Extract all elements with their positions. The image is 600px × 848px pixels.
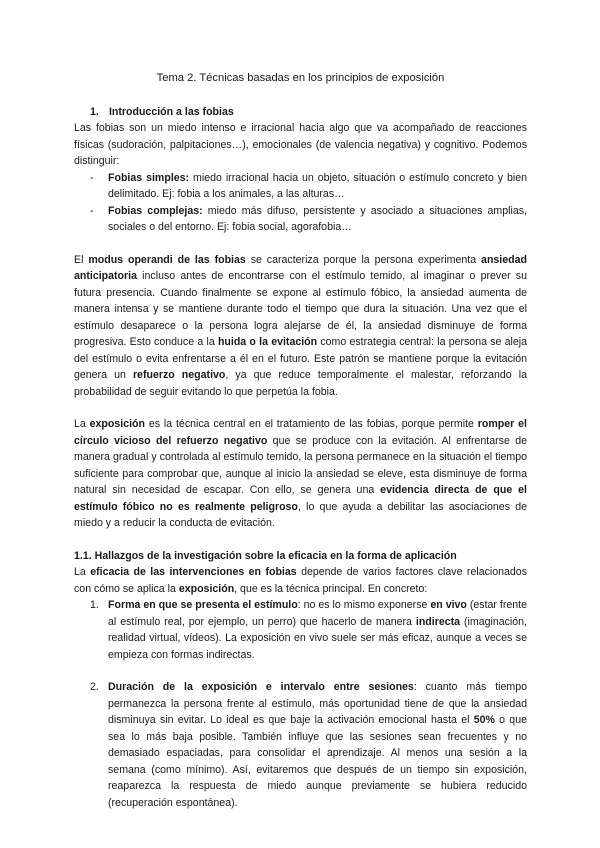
text-run: , lo que ayuda a debilitar las asociaciones de miedo y a reducir la conducta de evitación.: [74, 500, 527, 529]
bold-term: exposición: [178, 582, 235, 595]
bold-term: refuerzo negativo: [132, 369, 226, 381]
bold-term: romper el círculo vicioso del refuerzo negativo: [74, 418, 527, 447]
list-item-stimulus-presentation: [74, 597, 527, 663]
text-run: que se produce con la evitación. Al enfrentarse de manera gradual y controlada al estímulo temido, la persona permanece en la situación el tiempo suficiente para comprobar que, aunque al inicio la ansiedad se eleve, esta disminuye de forma natural sin necesidad de escapar. Con ello, se genera una: [74, 434, 527, 496]
exposure-paragraph: [74, 416, 527, 532]
list-dash: -: [90, 171, 94, 184]
bold-term: Forma en que se presenta el estímulo: [108, 599, 298, 611]
text-run: : no es lo mismo exponerse: [297, 599, 431, 611]
text-run: o que sea lo más baja posible. También influye que las sesiones sean frecuentes y no demasiado espaciadas, para consolidar el aprendizaje. Al menos una sesión a la semana (como mínimo). Así, evitaremos que después de un tiempo sin exposición, reaparezca la respuesta de miedo aunque previamente se hubiera reducido (recuperación espontánea).: [108, 714, 527, 809]
text-run: , que es la técnica principal. En concreto:: [234, 582, 428, 595]
text-run: , ya que reduce temporalmente el malestar, reforzando la probabilidad de seguir evitando lo que perpetúa la fobia.: [74, 369, 527, 398]
document-page: [74, 70, 527, 811]
list-item-simple-phobias: [74, 170, 527, 203]
text-run: El: [74, 253, 89, 266]
text-run: La: [74, 418, 90, 430]
section-number: 1.: [90, 105, 99, 118]
list-dash: -: [90, 204, 94, 217]
text-run: (estar frente al estímulo real, por ejemplo, un perro) que hacerlo de manera: [108, 599, 527, 628]
efficacy-factors-list-continued: [74, 679, 527, 811]
bold-term: ansiedad anticipatoria: [74, 253, 527, 282]
bold-term: indirecta: [415, 615, 461, 628]
modus-operandi-paragraph: [74, 252, 527, 401]
text-run: se caracteriza porque la persona experimenta: [245, 253, 482, 266]
list-number: 2.: [90, 681, 99, 693]
bold-term: evidencia directa de que el estímulo fóbico no es realmente peligroso: [74, 484, 527, 513]
bold-term: modus operandi de las fobias: [88, 253, 246, 266]
text-run: depende de varios factores clave relacionados con cómo se aplica la: [74, 566, 527, 595]
efficacy-intro-paragraph: [74, 564, 527, 597]
list-number: 1.: [90, 599, 99, 611]
list-item-complex-phobias: [74, 203, 527, 236]
term-simple-phobias: Fobias simples:: [108, 171, 190, 184]
text-run: como estrategia central: la persona se aleja del estímulo o evita enfrentarse a él en el futuro. Este patrón se mantiene porque la evitación genera un: [74, 336, 528, 381]
bold-term: huida o la evitación: [217, 336, 318, 348]
phobia-types-list: [74, 170, 527, 236]
bold-term: en vivo: [430, 599, 467, 611]
intro-paragraph: Las fobias son un miedo intenso e irracional hacia algo que va acompañado de reacciones físicas (sudoración, palpitaciones…), emocionales (de valencia negativa) y cognitivo. Podemos distinguir:: [74, 122, 527, 167]
definition-simple-phobias: miedo irracional hacia un objeto, situación o estímulo concreto y bien delimitado. Ej: fobia a los animales, a las alturas…: [108, 171, 527, 200]
document-title: Tema 2. Técnicas basadas en los principios de exposición: [156, 72, 445, 84]
definition-complex-phobias: miedo más difuso, persistente y asociado a situaciones amplias, sociales o del entorno. Ej: fobia social, agorafobia…: [108, 204, 527, 233]
list-item-exposure-duration: [74, 679, 527, 811]
efficacy-factors-list: [74, 597, 527, 663]
section-heading-introduction: [74, 104, 527, 121]
subsection-heading: 1.1. Hallazgos de la investigación sobre la eficacia en la forma de aplicación: [74, 549, 457, 562]
bold-term: Duración de la exposición e intervalo entre sesiones: [108, 681, 414, 693]
text-run: incluso antes de encontrarse con el estímulo temido, al imaginar o prever su futura presencia. Cuando finalmente se expone al estímulo fóbico, la ansiedad aumenta de manera intensa y se mantiene durante todo el tiempo que dura la situación. Una vez que el estímulo desaparece o la persona logra alejarse de él, la ansiedad disminuye de forma progresiva. Esto conduce a la: [74, 270, 527, 348]
bold-term: eficacia de las intervenciones en fobias: [90, 566, 297, 578]
bold-term: 50%: [473, 714, 495, 726]
text-run: La: [74, 566, 91, 578]
bold-term: exposición: [89, 418, 145, 430]
text-run: (imaginación, realidad virtual, vídeos). La exposición en vivo suele ser más eficaz, aunque a veces se empieza con formas indirectas.: [108, 615, 527, 661]
term-complex-phobias: Fobias complejas:: [108, 204, 203, 217]
section-heading-text: Introducción a las fobias: [108, 105, 234, 118]
text-run: es la técnica central en el tratamiento de las fobias, porque permite: [144, 418, 478, 430]
text-run: : cuanto más tiempo permanezca la persona frente al estímulo, más oportunidad tiene de que la ansiedad disminuya sin evitar. Lo ideal es que baje la activación emocional hasta el: [108, 681, 527, 726]
